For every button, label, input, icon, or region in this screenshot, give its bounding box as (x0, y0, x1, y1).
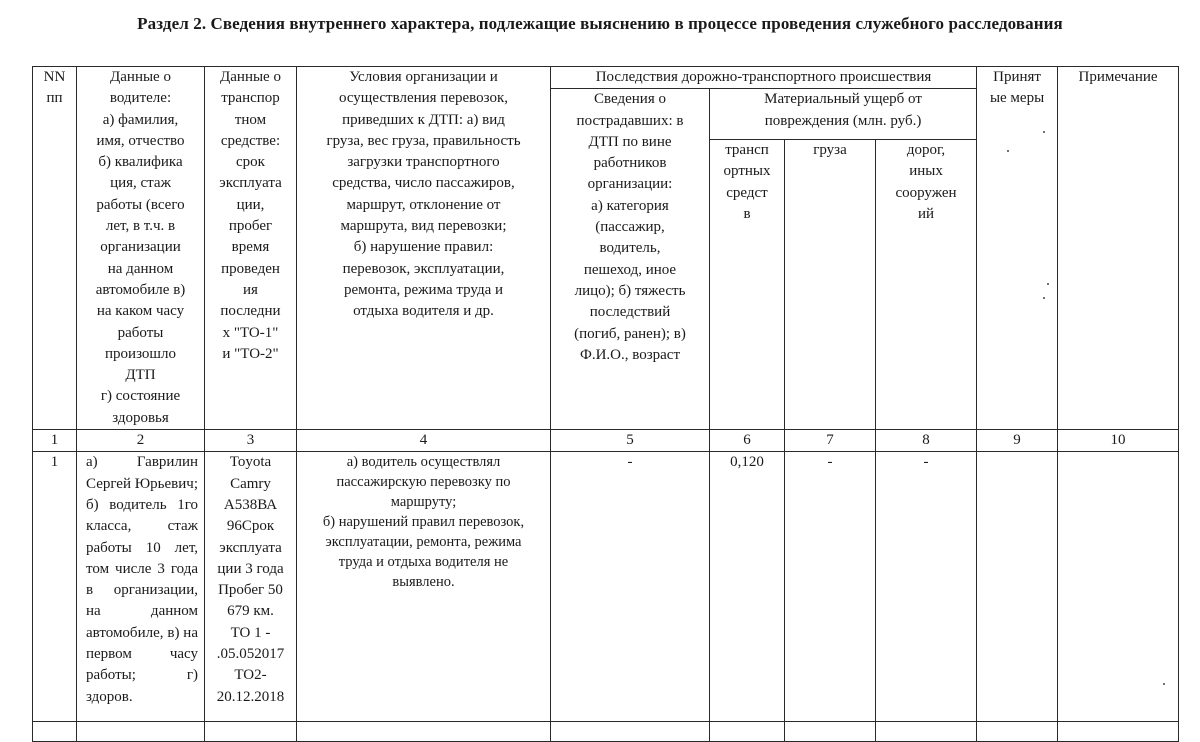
empty-cell (785, 722, 876, 742)
header-transport-conditions: Условия организации и осуществления перевозок, приведших к ДТП: а) вид груза, вес груза, правильность загрузки транспортного средства, число пассажиров, маршрут, отклонение от маршрута, вид перевозки; б) нарушение правил: перевозок, эксплуатации, ремонта, режима труда и отдыха водителя и др. (297, 67, 551, 430)
header-driver-data: Данные о водителе: а) фамилия, имя, отчество б) квалифика ция, стаж работы (всего лет, в т.ч. в организации на данном автомобиле в) на каком часу работы произошло ДТП г) состояние здоровья (77, 67, 205, 430)
column-number: 10 (1058, 430, 1179, 452)
row-number: 1 (33, 452, 77, 722)
driver-details: а) Гаврилин Сергей Юрьевич; б) водитель 1го класса, стаж работы 10 лет, том числе 3 года в организации, на данном автомобиле, в) на первом часу работы; г) здоров. (77, 452, 205, 722)
header-victims-info: Сведения о пострадавших: в ДТП по вине работников организации: а) категория (пассажир, водитель, пешеход, иное лицо); б) тяжесть последствий (погиб, ранен); в) Ф.И.О., возраст (551, 89, 710, 430)
header-consequences-group: Последствия дорожно-транспортного происшествия (551, 67, 977, 89)
note-value (1058, 452, 1179, 722)
column-number: 3 (205, 430, 297, 452)
column-number: 8 (876, 430, 977, 452)
scan-speck (1007, 150, 1009, 152)
damage-roads-value: - (876, 452, 977, 722)
column-number: 1 (33, 430, 77, 452)
transport-conditions: а) водитель осуществлял пассажирскую перевозку по маршруту; б) нарушений правил перевозок, эксплуатации, ремонта, режима труда и отдыха водителя не выявлено. (297, 452, 551, 722)
empty-cell (1058, 722, 1179, 742)
empty-cell (297, 722, 551, 742)
header-damage-vehicles: трансп ортных средст в (710, 140, 785, 430)
empty-cell (977, 722, 1058, 742)
header-note: Примечание (1058, 67, 1179, 430)
empty-cell (551, 722, 710, 742)
header-damage-cargo: груза (785, 140, 876, 430)
column-number: 9 (977, 430, 1058, 452)
scan-speck (1043, 297, 1045, 299)
vehicle-details: Toyota Camry А538ВА 96Срок эксплуата ции 3 года Пробег 50 679 км. ТО 1 - .05.052017 ТО2- 20.12.2018 (205, 452, 297, 722)
column-number: 6 (710, 430, 785, 452)
empty-cell (876, 722, 977, 742)
header-material-damage-group: Материальный ущерб от повреждения (млн. руб.) (710, 89, 977, 140)
column-number: 5 (551, 430, 710, 452)
investigation-table (32, 66, 1179, 742)
empty-table-row (33, 722, 1179, 742)
column-number: 2 (77, 430, 205, 452)
victims-info: - (551, 452, 710, 722)
scan-speck (1043, 131, 1045, 133)
column-number: 4 (297, 430, 551, 452)
empty-cell (33, 722, 77, 742)
damage-cargo-value: - (785, 452, 876, 722)
header-vehicle-data: Данные о транспор тном средстве: срок эксплуата ции, пробег время проведен ия последни х "ТО-1" и "ТО-2" (205, 67, 297, 430)
scan-speck (1047, 283, 1049, 285)
empty-cell (205, 722, 297, 742)
damage-vehicles-value: 0,120 (710, 452, 785, 722)
header-damage-roads: дорог, иных сооружен ий (876, 140, 977, 430)
header-measures-taken: Принят ые меры (977, 67, 1058, 430)
table-row (33, 452, 1179, 722)
empty-cell (710, 722, 785, 742)
page-title: Раздел 2. Сведения внутреннего характера, подлежащие выяснению в процессе проведения служебного расследования (137, 14, 1063, 33)
scan-speck (1163, 683, 1165, 685)
column-number: 7 (785, 430, 876, 452)
measures-taken-value (977, 452, 1058, 722)
header-row-number: NN пп (33, 67, 77, 430)
empty-cell (77, 722, 205, 742)
